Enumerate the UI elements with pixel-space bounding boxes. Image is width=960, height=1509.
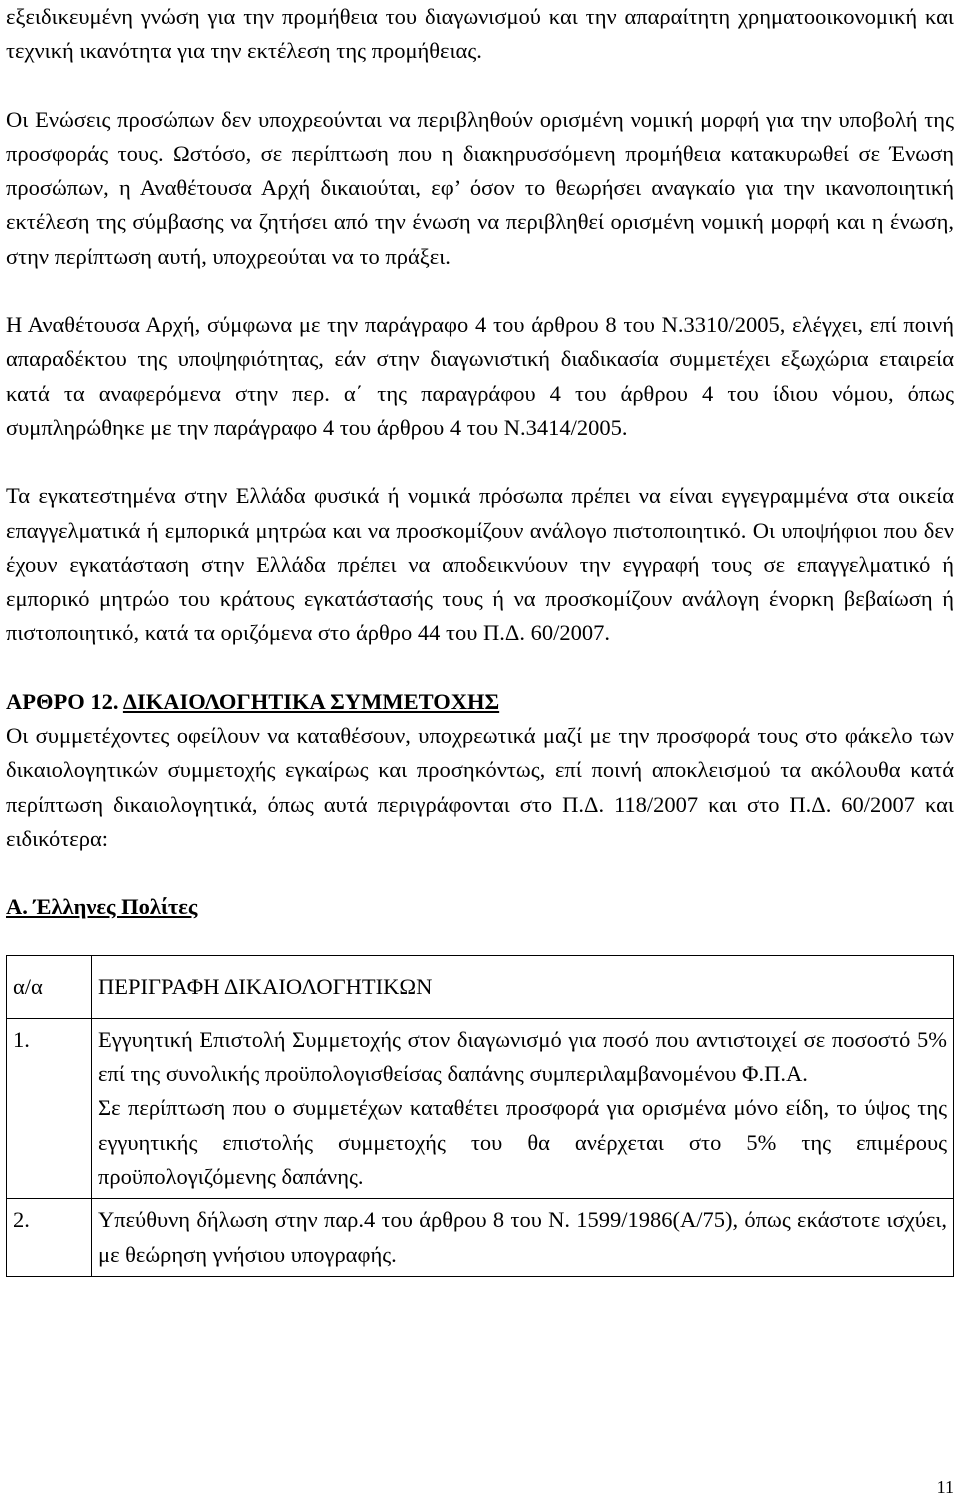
row-number: 2. [7,1199,92,1277]
page-number: 11 [936,1477,954,1497]
paragraph-qualifications: εξειδικευμένη γνώση για την προμήθεια του διαγωνισμού και την απαραίτητη χρηματοοικονομική και τεχνική ικανότητα για την εκτέλεση της προμήθειας. [6,4,954,64]
column-header-number: α/α [7,955,92,1018]
row-number: 1. [7,1018,92,1198]
article-title: ΔΙΚΑΙΟΛΟΓΗΤΙΚΑ ΣΥΜΜΕΤΟΧΗΣ [122,688,500,714]
table-row [7,1199,954,1277]
row-description-text: Υπεύθυνη δήλωση στην παρ.4 του άρθρου 8 του Ν. 1599/1986(Α/75), όπως εκάστοτε ισχύει, με θεώρηση γνήσιου υπογραφής. [98,1207,947,1267]
article-heading [6,685,954,719]
table-header-row [7,955,954,1018]
document-page [6,0,954,1277]
row-description [92,1199,954,1277]
row-description-text: Εγγυητική Επιστολή Συμμετοχής στον διαγωνισμό για ποσό που αντιστοιχεί σε ποσοστό 5% επί της συνολικής προϋπολογισθείσας δαπάνης συμπεριλαμβανομένου Φ.Π.Α. [98,1026,947,1087]
paragraph-registration: Τα εγκατεστημένα στην Ελλάδα φυσικά ή νομικά πρόσωπα πρέπει να είναι εγγεγραμμένα στα οικεία επαγγελματικά ή εμπορικά μητρώα και να προσκομίζουν ανάλογο πιστοποιητικό. Οι υποψήφιοι που δεν έχουν εγκατάσταση στην Ελλάδα πρέπει να αποδεικνύουν την εγγραφή τους σε επαγγελματικό ή εμπορικό μητρώο του κράτους εγκατάστασής τους ή να προσκομίζουν ανάλογη ένορκη βεβαίωση ή πιστοποιητικό, κατά τα οριζόμενα στο άρθρο 44 του Π.Δ. 60/2007. [6,483,954,646]
paragraph-offshore-check: Η Αναθέτουσα Αρχή, σύμφωνα με την παράγραφο 4 του άρθρου 8 του Ν.3310/2005, ελέγχει, επί ποινή απαραδέκτου της υποψηφιότητας, εάν στην διαγωνιστική διαδικασία συμμετέχει εξωχώρια εταιρεία κατά τα αναφερόμενα στην περ. α΄ της παραγράφου 4 του άρθρου 4 του ίδιου νόμου, όπως συμπληρώθηκε με την παράγραφο 4 του άρθρου 4 του Ν.3414/2005. [6,312,954,440]
documents-table [6,955,954,1277]
paragraph-unions: Οι Ενώσεις προσώπων δεν υποχρεούνται να περιβληθούν ορισμένη νομική μορφή για την υποβολή της προσφοράς τους. Ωστόσο, σε περίπτωση που η διακηρυσσόμενη προμήθεια κατακυρωθεί σε Ένωση προσώπων, η Αναθέτουσα Αρχή δικαιούται, εφ’ όσον το θεωρήσει αναγκαίο για την ικανοποιητική εκτέλεση της σύμβασης να ζητήσει από την ένωση να περιβληθεί ορισμένη νομική μορφή και η ένωση, στην περίπτωση αυτή, υποχρεούται να το πράξει. [6,106,954,269]
row-description-note: Σε περίπτωση που ο συμμετέχων καταθέτει προσφορά για ορισμένα μόνο είδη, το ύψος της εγγυητικής επιστολής συμμετοχής του θα ανέρχεται στο 5% της επιμέρους προϋπολογιζόμενης δαπάνης. [98,1095,947,1190]
row-description [92,1018,954,1198]
section-a-title: Α. Έλληνες Πολίτες [6,894,198,920]
column-header-description: ΠΕΡΙΓΡΑΦΗ ΔΙΚΑΙΟΛΟΓΗΤΙΚΩΝ [92,955,954,1018]
article-intro: Οι συμμετέχοντες οφείλουν να καταθέσουν, υποχρεωτικά μαζί με την προσφορά τους στο φάκελο των δικαιολογητικών συμμετοχής εγκαίρως και προσηκόντως, επί ποινή αποκλεισμού τα ακόλουθα κατά περίπτωση δικαιολογητικά, όπως αυτά περιγράφονται στο Π.Δ. 118/2007 και στο Π.Δ. 60/2007 και ειδικότερα: [6,723,954,851]
article-prefix: ΑΡΘΡΟ 12. [6,688,119,714]
table-row [7,1018,954,1198]
